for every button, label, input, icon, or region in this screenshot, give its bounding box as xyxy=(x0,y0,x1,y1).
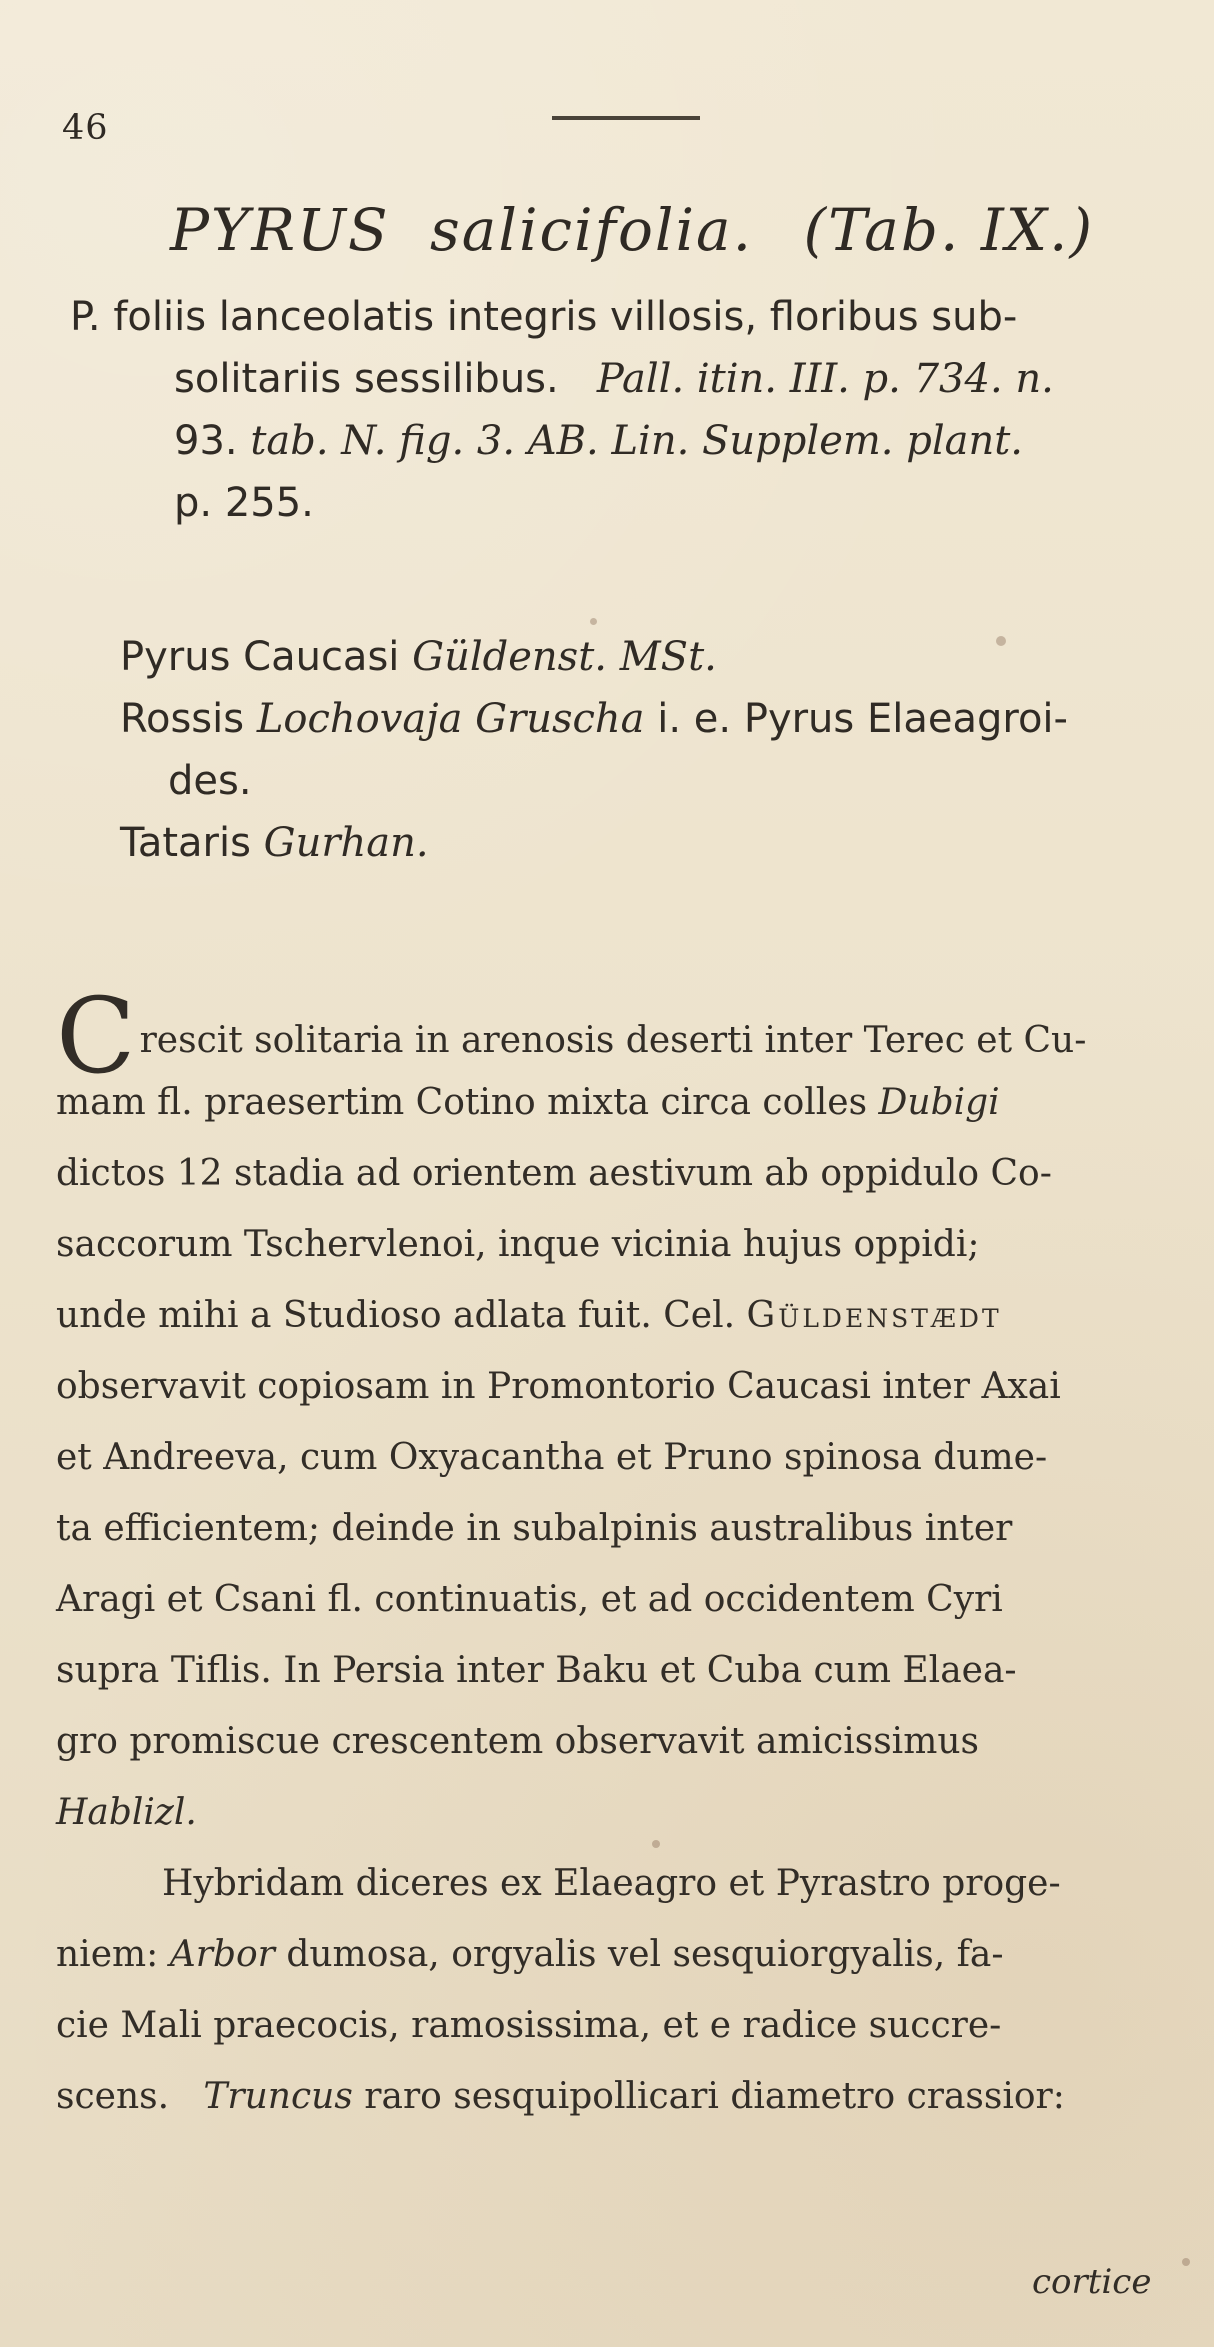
synonym-line: des. xyxy=(168,758,252,804)
body-text-span: mam fl. praesertim Cotino mixta circa colles xyxy=(56,1082,868,1123)
body-text-span: rescit solitaria in arenosis deserti inter Terec et Cu- xyxy=(139,1020,1087,1061)
diagnosis-block xyxy=(70,286,1170,534)
body-line: ta efficientem; deinde in subalpinis australibus inter xyxy=(56,1508,1013,1549)
body-line: saccorum Tschervlenoi, inque vicinia hujus oppidi; xyxy=(56,1224,980,1265)
body-line: cie Mali praecocis, ramosissima, et e radice succre- xyxy=(56,2005,1002,2046)
synonym-name: Gurhan. xyxy=(263,820,429,866)
header-rule xyxy=(552,116,700,120)
species-heading xyxy=(170,196,1095,264)
synonym-line xyxy=(120,688,1160,750)
synonyms-block xyxy=(120,626,1160,874)
diagnosis-line: P. foliis lanceolatis integris villosis, floribus sub- xyxy=(70,294,1018,340)
genus-name: PYRUS xyxy=(170,196,390,264)
synonym-text: Rossis xyxy=(120,696,245,742)
term-italic: Arbor xyxy=(169,1934,275,1975)
term-italic: Truncus xyxy=(203,2076,353,2117)
body-text-span: scens. xyxy=(56,2076,170,2117)
body-line xyxy=(56,1067,1166,1138)
body-text-span: raro sesquipollicari diametro crassior: xyxy=(364,2076,1065,2117)
body-text-span: unde mihi a Studioso adlata fuit. Cel. xyxy=(56,1295,736,1336)
body-text-span: niem: xyxy=(56,1934,159,1975)
body-line xyxy=(56,975,1166,1097)
synonym-name: Lochovaja Gruscha xyxy=(256,696,645,742)
synonym-text: Pyrus Caucasi xyxy=(120,634,400,680)
diagnosis-text: 93. xyxy=(174,418,238,464)
paper-speck xyxy=(1182,2258,1190,2266)
species-epithet: salicifolia. xyxy=(430,196,754,264)
diagnosis-text: solitariis sessilibus. xyxy=(174,356,559,402)
diagnosis-line xyxy=(70,348,1170,410)
paper-speck xyxy=(652,1840,660,1848)
plate-reference: (Tab. IX.) xyxy=(803,196,1095,264)
paper-speck xyxy=(996,636,1006,646)
body-line: dictos 12 stadia ad orientem aestivum ab oppidulo Co- xyxy=(56,1153,1052,1194)
synonym-line xyxy=(120,812,1160,874)
author-name: Güldenstædt xyxy=(746,1295,1002,1336)
citation-text: tab. N. fig. 3. AB. Lin. Supplem. plant. xyxy=(250,418,1024,464)
body-text-span: dumosa, orgyalis vel sesquiorgyalis, fa- xyxy=(286,1934,1004,1975)
body-line: observavit copiosam in Promontorio Caucasi inter Axai xyxy=(56,1366,1061,1407)
body-line: supra Tiflis. In Persia inter Baku et Cuba cum Elaea- xyxy=(56,1650,1017,1691)
body-line xyxy=(56,1919,1166,1990)
diagnosis-line xyxy=(70,410,1170,472)
catchword: cortice xyxy=(1032,2262,1152,2302)
body-line: Hablizl. xyxy=(56,1792,197,1833)
diagnosis-line: p. 255. xyxy=(174,480,314,526)
drop-cap: C xyxy=(56,975,136,1097)
synonym-line xyxy=(120,626,1160,688)
body-line: gro promiscue crescentem observavit amicissimus xyxy=(56,1721,979,1762)
synonym-author: Güldenst. MSt. xyxy=(412,634,717,680)
synonym-text: i. e. Pyrus Elaeagroi- xyxy=(657,696,1068,742)
body-line: Aragi et Csani fl. continuatis, et ad occidentem Cyri xyxy=(56,1579,1003,1620)
body-line: Hybridam diceres ex Elaeagro et Pyrastro proge- xyxy=(162,1863,1061,1904)
place-name: Dubigi xyxy=(878,1082,1000,1123)
body-text xyxy=(56,975,1166,2132)
citation-text: Pall. itin. III. p. 734. n. xyxy=(596,356,1054,402)
body-line xyxy=(56,2061,1166,2132)
body-line xyxy=(56,1280,1166,1351)
paper-speck xyxy=(590,618,597,625)
page-number: 46 xyxy=(62,108,109,148)
body-line: et Andreeva, cum Oxyacantha et Pruno spinosa dume- xyxy=(56,1437,1048,1478)
synonym-text: Tataris xyxy=(120,820,251,866)
